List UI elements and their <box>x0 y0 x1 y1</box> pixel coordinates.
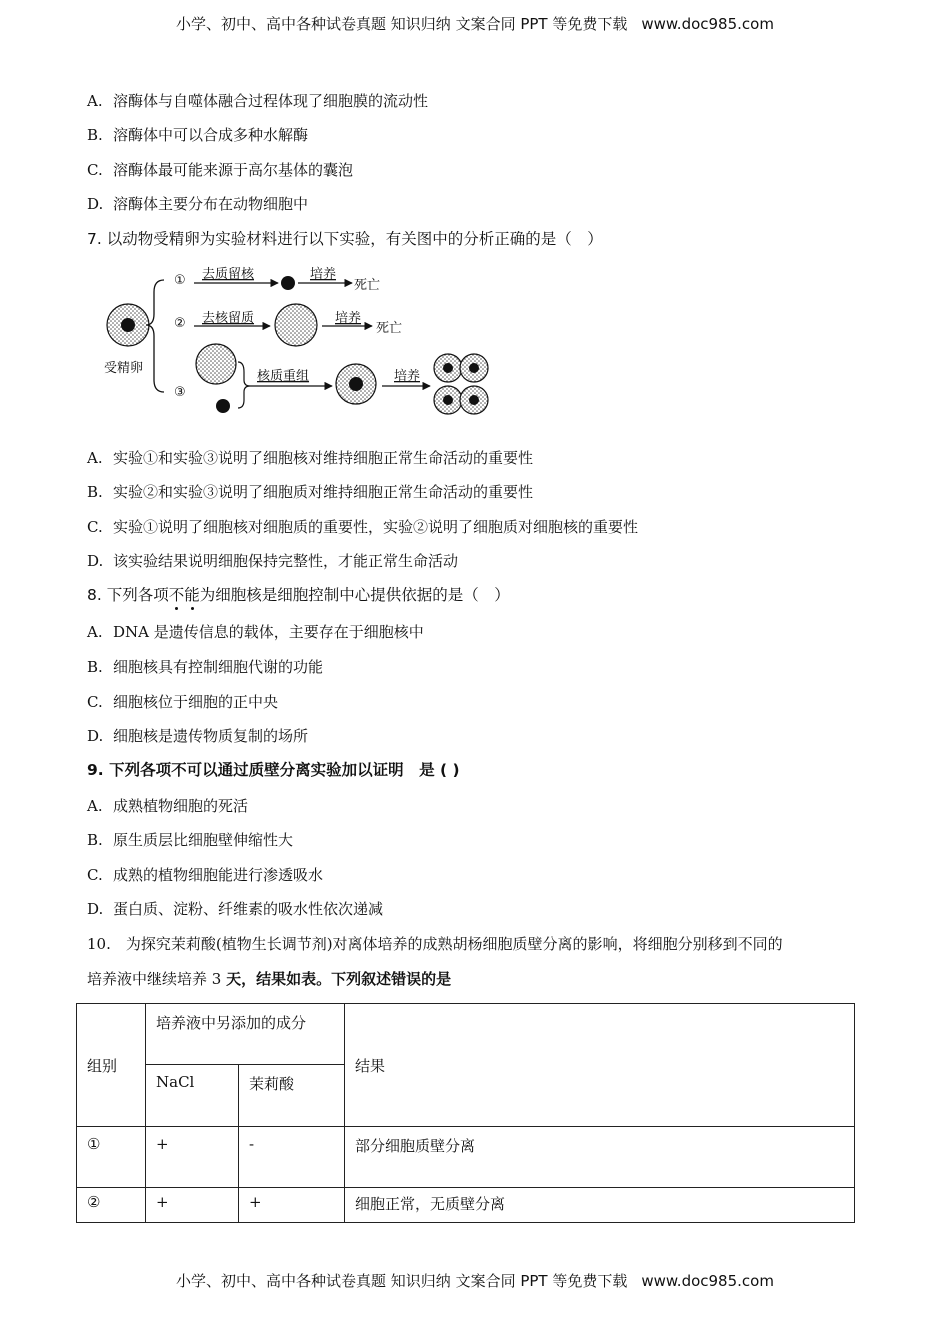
row2-group: ② <box>77 1188 146 1223</box>
branch1-culture-label: 培养 <box>310 267 337 282</box>
branch3-recombined-nucleus <box>349 377 363 391</box>
header-nacl: NaCl <box>146 1065 239 1127</box>
header-result: 结果 <box>345 1004 855 1127</box>
header-site-link[interactable]: www.doc985.com <box>641 15 774 33</box>
q10-stem-line1: 10. 为探究茉莉酸(植物生长调节剂)对离体培养的成熟胡杨细胞质壁分离的影响，将细胞分别移到不同的 <box>87 935 783 953</box>
branch1-nucleus <box>281 276 295 290</box>
row1-result: 部分细胞质壁分离 <box>345 1127 855 1188</box>
branch1-step-label: 去质留核 <box>202 267 255 282</box>
branch3-nucleus <box>216 399 230 413</box>
footer-site-link[interactable]: www.doc985.com <box>641 1272 774 1290</box>
q7-option-b: B. 实验②和实验③说明了细胞质对维持细胞正常生命活动的重要性 <box>87 483 534 501</box>
header-added-components: 培养液中另添加的成分 <box>146 1004 345 1065</box>
branch3-culture-label: 培养 <box>394 369 421 384</box>
fertilized-egg-nucleus <box>121 318 135 332</box>
row1-nacl: + <box>146 1127 239 1188</box>
branch1-number: ① <box>174 273 186 288</box>
q8-option-a: A. DNA 是遗传信息的载体，主要存在于细胞核中 <box>87 623 424 641</box>
header-banner <box>0 13 950 34</box>
footer-banner <box>0 1270 950 1291</box>
branch2-culture-label: 培养 <box>335 311 362 326</box>
q8-option-d: D. 细胞核是遗传物质复制的场所 <box>87 727 309 745</box>
header-group: 组别 <box>77 1004 146 1127</box>
branch3-number: ③ <box>174 385 186 400</box>
q8-stem: 8. 下列各项不能为细胞核是细胞控制中心提供依据的是（ ） <box>87 586 510 604</box>
row2-jasmonic: + <box>239 1188 345 1223</box>
q7-option-c: C. 实验①说明了细胞核对细胞质的重要性，实验②说明了细胞质对细胞核的重要性 <box>87 518 639 536</box>
branch-brace <box>146 280 164 392</box>
q7-stem: 7. 以动物受精卵为实验材料进行以下实验，有关图中的分析正确的是（ ） <box>87 230 603 248</box>
branch3-step-label: 核质重组 <box>257 369 310 384</box>
branch2-result: 死亡 <box>376 321 403 336</box>
q9-option-c: C. 成熟的植物细胞能进行渗透吸水 <box>87 866 324 884</box>
q8-option-c: C. 细胞核位于细胞的正中央 <box>87 693 279 711</box>
row2-result: 细胞正常，无质壁分离 <box>345 1188 855 1223</box>
row2-nacl: + <box>146 1188 239 1223</box>
emphasis-char-2: 能 <box>184 586 200 604</box>
header-jasmonic: 茉莉酸 <box>239 1065 345 1127</box>
q10-stem-line2: 培养液中继续培养 3 天，结果如表。下列叙述错误的是 <box>87 970 452 988</box>
branch2-number: ② <box>174 316 186 331</box>
header-banner-text: 小学、初中、高中各种试卷真题 知识归纳 文案合同 PPT 等免费下载 <box>176 15 628 33</box>
q6-option-a: A. 溶酶体与自噬体融合过程体现了细胞膜的流动性 <box>87 92 429 110</box>
q10-result-table <box>76 1003 855 1223</box>
q6-option-b: B. 溶酶体中可以合成多种水解酶 <box>87 126 309 144</box>
row1-jasmonic: - <box>239 1127 345 1188</box>
branch2-step-label: 去核留质 <box>202 311 255 326</box>
dividing-cells <box>434 354 488 414</box>
q7-option-a: A. 实验①和实验③说明了细胞核对维持细胞正常生命活动的重要性 <box>87 449 534 467</box>
branch3-brace <box>238 362 250 408</box>
branch3-enucleated-cell <box>196 344 236 384</box>
q9-option-d: D. 蛋白质、淀粉、纤维素的吸水性依次递减 <box>87 900 384 918</box>
fertilized-egg-label: 受精卵 <box>104 361 144 376</box>
branch2-enucleated-cell <box>275 304 317 346</box>
emphasis-char-1: 不 <box>168 586 185 604</box>
table-row <box>77 1188 855 1223</box>
q7-option-d: D. 该实验结果说明细胞保持完整性，才能正常生命活动 <box>87 552 459 570</box>
q7-experiment-diagram <box>100 262 500 422</box>
q8-option-b: B. 细胞核具有控制细胞代谢的功能 <box>87 658 324 676</box>
q9-stem: 9. 下列各项不可以通过质壁分离实验加以证明 是 ( ) <box>87 761 460 779</box>
q6-option-d: D. 溶酶体主要分布在动物细胞中 <box>87 195 309 213</box>
row1-group: ① <box>77 1127 146 1188</box>
q9-option-b: B. 原生质层比细胞壁伸缩性大 <box>87 831 294 849</box>
branch1-result: 死亡 <box>354 278 381 293</box>
q6-option-c: C. 溶酶体最可能来源于高尔基体的囊泡 <box>87 161 354 179</box>
table-row <box>77 1127 855 1188</box>
footer-banner-text: 小学、初中、高中各种试卷真题 知识归纳 文案合同 PPT 等免费下载 <box>176 1272 628 1290</box>
q9-option-a: A. 成熟植物细胞的死活 <box>87 797 249 815</box>
